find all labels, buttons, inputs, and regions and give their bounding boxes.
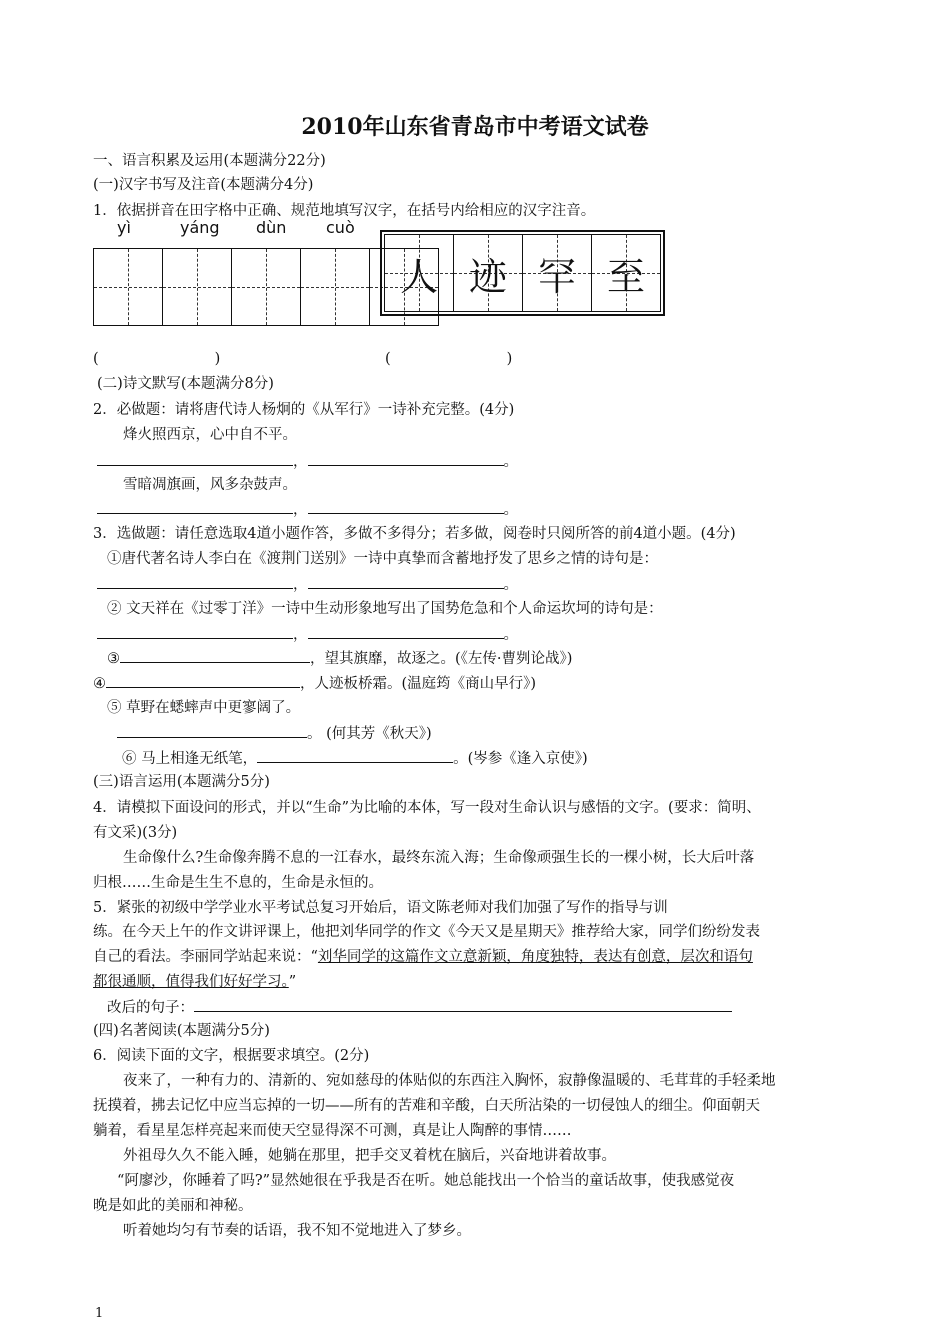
grid-cell[interactable] bbox=[231, 248, 301, 326]
grid-cell bbox=[591, 234, 661, 312]
grid-char: 至 bbox=[606, 254, 645, 299]
poem-line: 烽火照西京，心中自不平。 bbox=[123, 427, 297, 443]
question-2: 2．必做题：请将唐代诗人杨炯的《从军行》一诗补充完整。(4分) bbox=[93, 402, 515, 418]
grid-char: 迹 bbox=[468, 254, 507, 299]
passage-text: 听着她均匀有节奏的话语，我不知不觉地进入了梦乡。 bbox=[123, 1223, 471, 1239]
grid-char: 罕 bbox=[537, 254, 576, 299]
question-5: 都很通顺，值得我们好好学习。” bbox=[93, 974, 297, 990]
grid-cell[interactable] bbox=[93, 248, 163, 326]
question-5: 练。在今天上午的作文讲评课上，他把刘华同学的作文《今天又是星期天》推荐给大家，同学们纷纷发表 bbox=[93, 924, 760, 940]
answer-line[interactable]: ， 。 bbox=[97, 450, 518, 473]
subsection-heading: (三)语言运用(本题满分5分) bbox=[93, 774, 270, 790]
question-3-3[interactable]: ③ ，望其旗靡，故逐之。(《左传·曹刿论战》) bbox=[107, 647, 572, 670]
passage-text: 抚摸着，拂去记忆中应当忘掉的一切——所有的苦难和辛酸，白天所沾染的一切侵蚀人的细尘。仰面朝天 bbox=[93, 1098, 760, 1114]
grid-cell bbox=[453, 234, 523, 312]
pinyin-answer-right[interactable]: ( ) bbox=[385, 351, 513, 367]
subsection-heading: (二)诗文默写(本题满分8分) bbox=[97, 376, 274, 392]
question-4: 有文采)(3分) bbox=[93, 825, 178, 841]
grid-cell[interactable] bbox=[300, 248, 370, 326]
page-title: 2010年山东省青岛市中考语文试卷 bbox=[301, 114, 649, 140]
example-text: 生命像什么?生命像奔腾不息的一江春水，最终东流入海；生命像顽强生长的一棵小树，长大后叶落 bbox=[123, 850, 755, 866]
question-6: 6．阅读下面的文字，根据要求填空。(2分) bbox=[93, 1048, 370, 1064]
poem-line: 雪暗凋旗画，风多杂鼓声。 bbox=[123, 477, 297, 493]
question-3-4[interactable]: ④ ，人迹板桥霜。(温庭筠《商山早行》) bbox=[93, 672, 536, 695]
subsection-heading: (四)名著阅读(本题满分5分) bbox=[93, 1023, 270, 1039]
passage-text: 躺着，看星星怎样亮起来而使天空显得深不可测，真是让人陶醉的事情…… bbox=[93, 1123, 572, 1139]
pinyin-4: cuò bbox=[326, 218, 355, 237]
passage-text: 外祖母久久不能入睡，她躺在那里，把手交叉着枕在脑后，兴奋地讲着故事。 bbox=[123, 1148, 616, 1164]
page-number: 1 bbox=[95, 1306, 104, 1321]
grid-char: 人 bbox=[399, 254, 438, 299]
subsection-heading: (一)汉字书写及注音(本题满分4分) bbox=[93, 177, 314, 193]
question-1: 1．依据拼音在田字格中正确、规范地填写汉字，在括号内给相应的汉字注音。 bbox=[93, 203, 596, 219]
answer-line[interactable]: 改后的句子： bbox=[107, 996, 732, 1019]
passage-text: 晚是如此的美丽和神秘。 bbox=[93, 1198, 253, 1214]
passage-text: 夜来了，一种有力的、清新的、宛如慈母的体贴似的东西注入胸怀，寂静像温暖的、毛茸茸的手轻柔地 bbox=[123, 1073, 776, 1089]
question-3-5: ⑤ 草野在蟋蟀声中更寥阔了。 bbox=[107, 700, 301, 716]
question-3-1: ①唐代著名诗人李白在《渡荆门送别》一诗中真挚而含蓄地抒发了思乡之情的诗句是： bbox=[107, 551, 658, 567]
grid-cell bbox=[384, 234, 454, 312]
answer-line[interactable]: ， 。 bbox=[97, 498, 518, 521]
answer-line[interactable]: ， 。 bbox=[97, 623, 518, 646]
pinyin-1: yì bbox=[117, 218, 131, 237]
question-3: 3．选做题：请任意选取4道小题作答，多做不多得分；若多做，阅卷时只阅所答的前4道小题。(4分) bbox=[93, 526, 736, 542]
answer-line[interactable]: 。 (何其芳《秋天》) bbox=[117, 722, 432, 745]
grid-cell[interactable] bbox=[162, 248, 232, 326]
pinyin-answer-left[interactable]: ( ) bbox=[93, 351, 221, 367]
question-4: 4．请模拟下面设问的形式，并以“生命”为比喻的本体，写一段对生命认识与感悟的文字。(要求：简明、 bbox=[93, 800, 761, 816]
question-5: 自己的看法。李丽同学站起来说：“刘华同学的这篇作文立意新颖，角度独特，表达有创意，层次和语句 bbox=[93, 949, 753, 965]
example-text: 归根……生命是生生不息的，生命是永恒的。 bbox=[93, 875, 383, 891]
passage-text: “阿廖沙，你睡着了吗?”显然她很在乎我是否在听。她总能找出一个恰当的童话故事，使我感觉夜 bbox=[117, 1173, 735, 1189]
writing-grid-right bbox=[380, 230, 665, 316]
question-3-6[interactable]: ⑥ 马上相逢无纸笔， 。(岑参《逢入京使》) bbox=[122, 747, 588, 770]
pinyin-3: dùn bbox=[256, 218, 287, 237]
answer-line[interactable]: ， 。 bbox=[97, 573, 518, 596]
question-3-2: ② 文天祥在《过零丁洋》一诗中生动形象地写出了国势危急和个人命运坎坷的诗句是： bbox=[107, 601, 663, 617]
section-heading: 一、语言积累及运用(本题满分22分) bbox=[93, 153, 326, 169]
grid-cell bbox=[522, 234, 592, 312]
question-5: 5．紧张的初级中学学业水平考试总复习开始后，语文陈老师对我们加强了写作的指导与训 bbox=[93, 900, 668, 916]
pinyin-2: yáng bbox=[180, 218, 220, 237]
